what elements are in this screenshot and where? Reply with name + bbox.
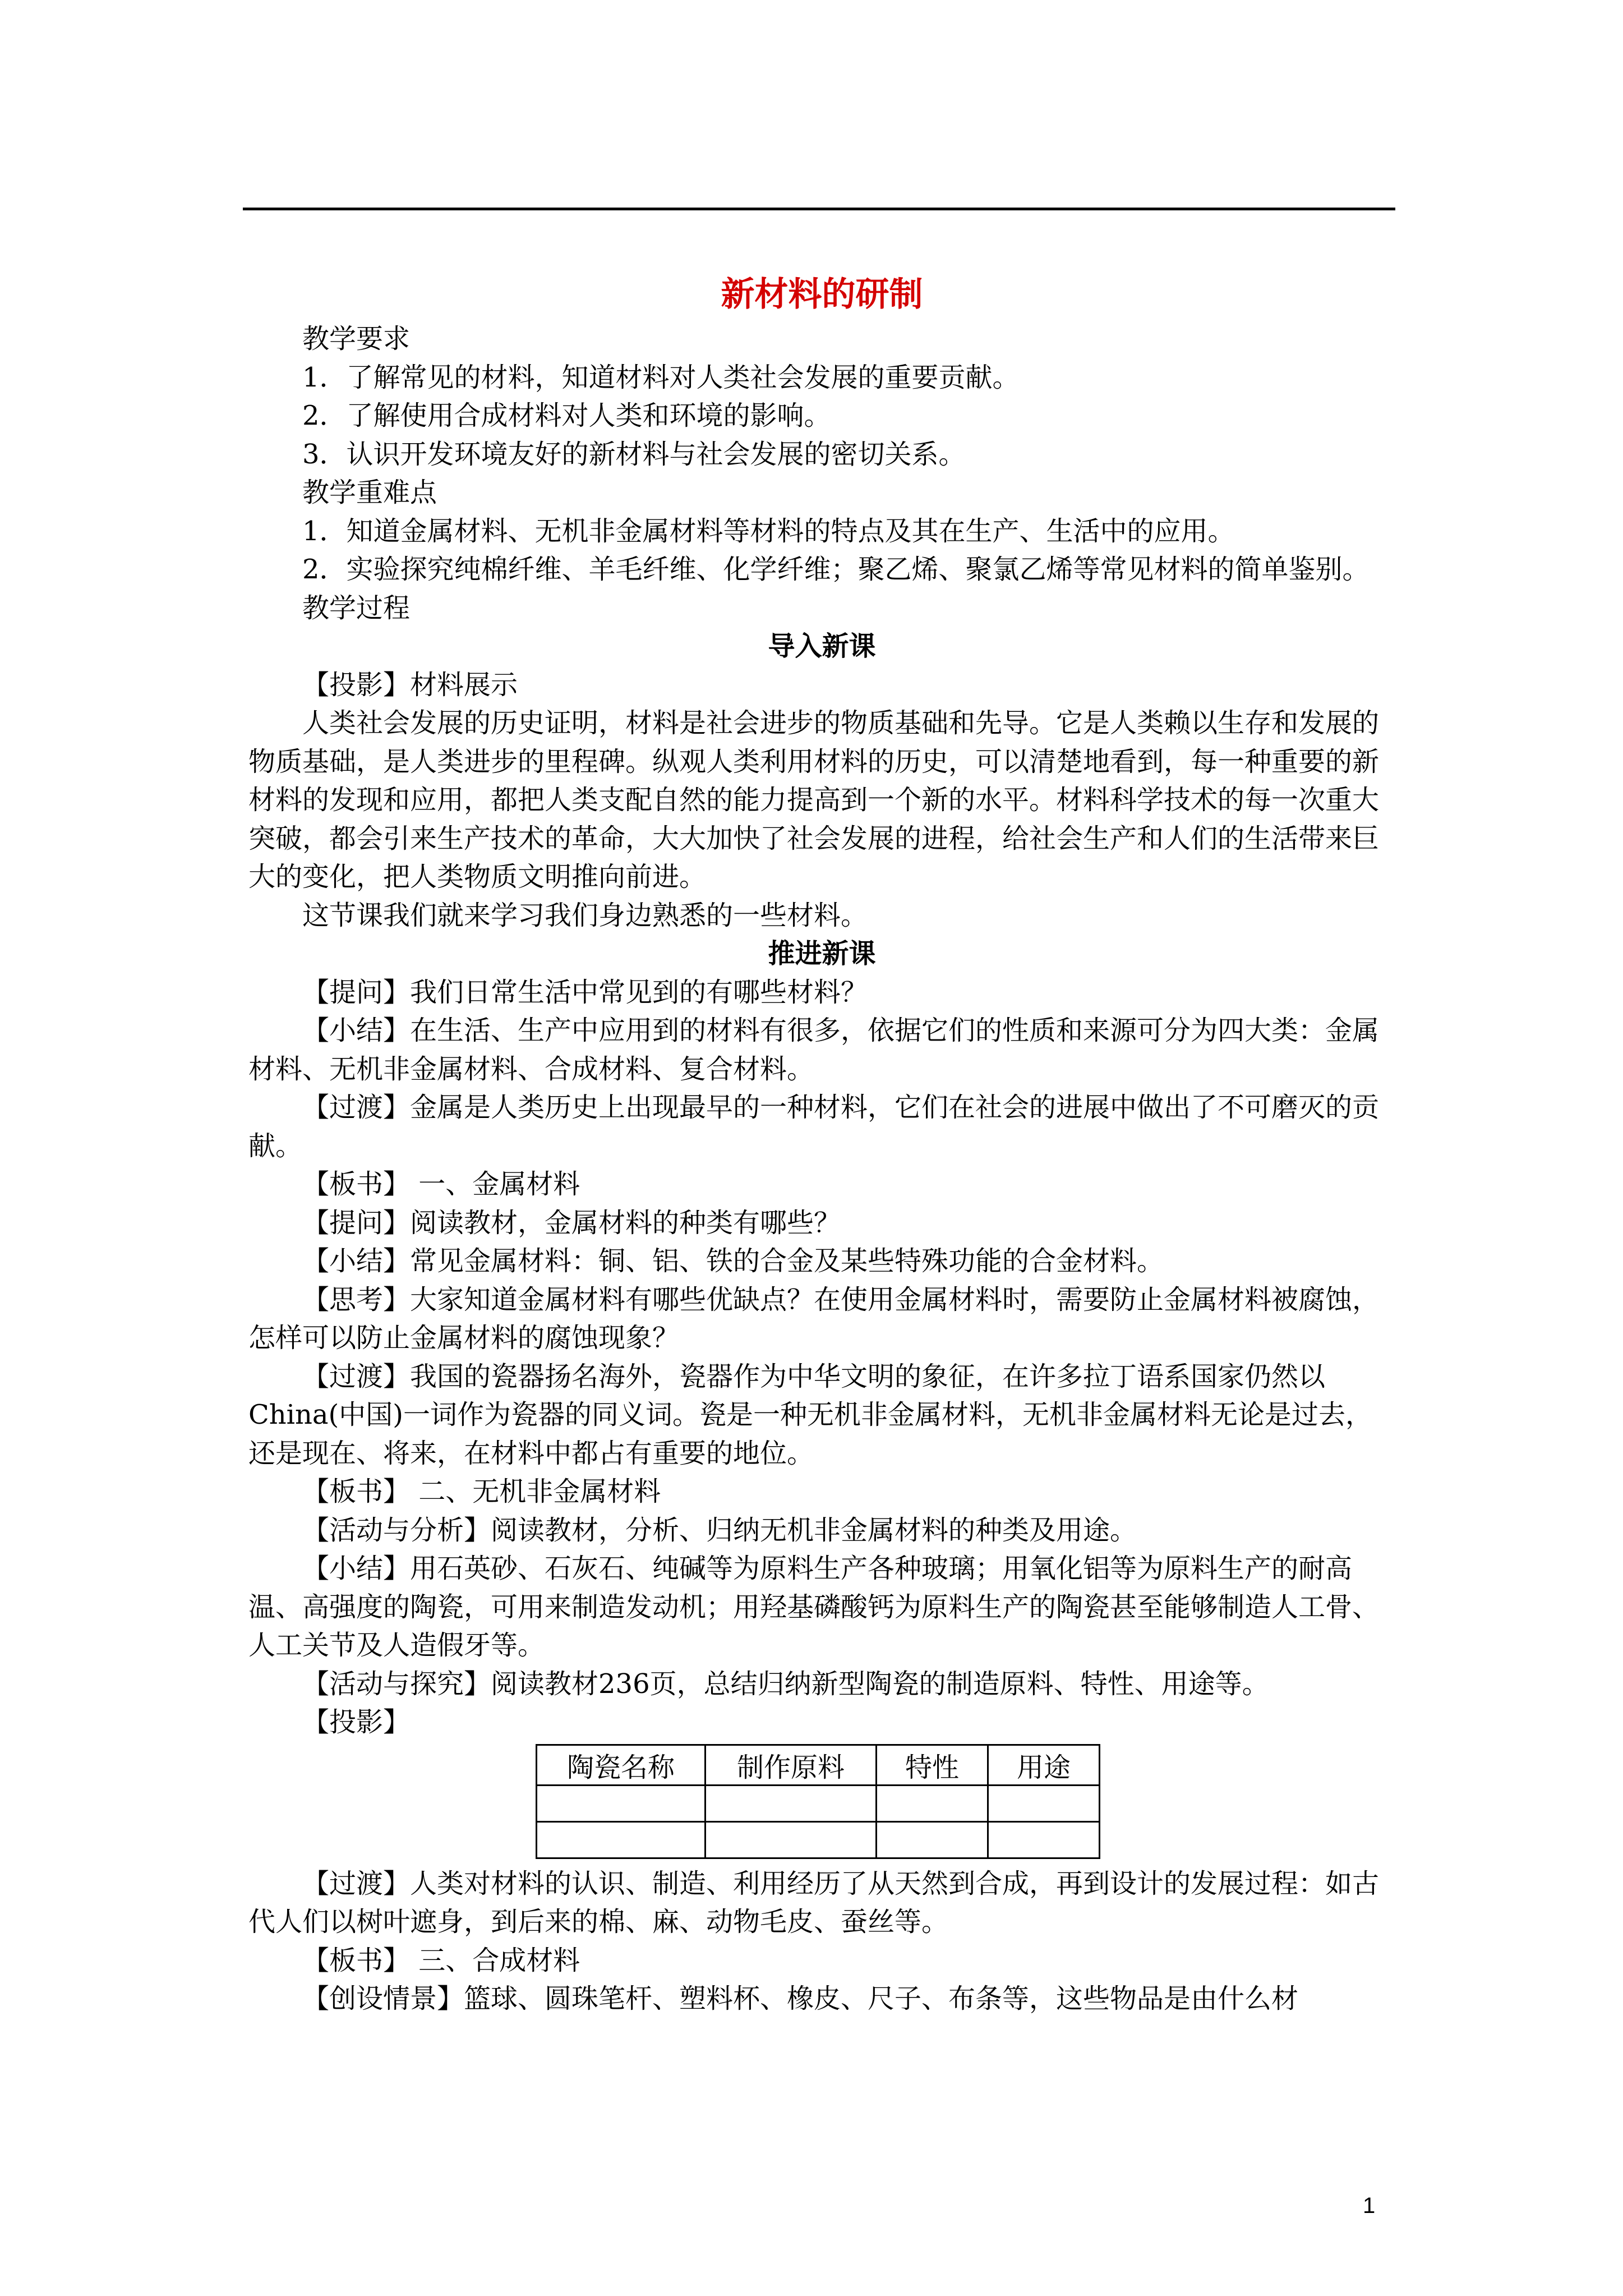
header-rule xyxy=(243,208,1395,210)
table-cell xyxy=(877,1785,988,1821)
table-cell xyxy=(537,1785,706,1821)
section-heading: 导入新课 xyxy=(768,631,876,662)
table-header-cell: 用途 xyxy=(988,1745,1100,1785)
paragraph: 教学过程 xyxy=(302,592,411,624)
paragraph: 1．了解常见的材料，知道材料对人类社会发展的重要贡献。 xyxy=(302,361,1020,393)
paragraph: 【过渡】我国的瓷器扬名海外，瓷器作为中华文明的象征，在许多拉丁语系国家仍然以China(中国)一词作为瓷器的同义词。瓷是一种无机非金属材料，无机非金属材料无论是过去，还是现在、将来，在材料中都占有重要的地位。 xyxy=(248,1360,1372,1469)
table-cell xyxy=(706,1785,877,1821)
paragraph: 教学要求 xyxy=(302,323,411,355)
paragraph: 3．认识开发环境友好的新材料与社会发展的密切关系。 xyxy=(302,438,966,470)
paragraph: 教学重难点 xyxy=(302,477,437,508)
ceramics-table xyxy=(536,1744,1100,1859)
paragraph: 【创设情景】篮球、圆珠笔杆、塑料杯、橡皮、尺子、布条等，这些物品是由什么材 xyxy=(302,1983,1299,2014)
table-row xyxy=(537,1785,1100,1821)
page-number: 1 xyxy=(1363,2193,1376,2218)
paragraph: 【小结】用石英砂、石灰石、纯碱等为原料生产各种玻璃；用氧化铝等为原料生产的耐高温、高强度的陶瓷，可用来制造发动机；用羟基磷酸钙为原料生产的陶瓷甚至能够制造人工骨、人工关节及人造假牙等。 xyxy=(248,1553,1380,1661)
table-cell xyxy=(537,1821,706,1858)
paragraph: 【活动与分析】阅读教材，分析、归纳无机非金属材料的种类及用途。 xyxy=(302,1514,1137,1546)
paragraph: 【提问】我们日常生活中常见到的有哪些材料？ xyxy=(302,976,868,1008)
table-row xyxy=(537,1821,1100,1858)
table-header-cell: 陶瓷名称 xyxy=(537,1745,706,1785)
paragraph: 【活动与探究】阅读教材236页，总结归纳新型陶瓷的制造原料、特性、用途等。 xyxy=(302,1668,1269,1700)
table-header-row xyxy=(537,1745,1100,1785)
paragraph: 【板书】 一、金属材料 xyxy=(302,1168,580,1200)
table-header-cell: 制作原料 xyxy=(706,1745,877,1785)
paragraph: 【小结】常见金属材料：铜、铝、铁的合金及某些特殊功能的合金材料。 xyxy=(302,1245,1164,1277)
paragraph: 【板书】 三、合成材料 xyxy=(302,1944,580,1976)
paragraph: 【过渡】人类对材料的认识、制造、利用经历了从天然到合成，再到设计的发展过程：如古代人们以树叶遮身，到后来的棉、麻、动物毛皮、蚕丝等。 xyxy=(248,1867,1380,1938)
table-header-cell: 特性 xyxy=(877,1745,988,1785)
paragraph: 1．知道金属材料、无机非金属材料等材料的特点及其在生产、生活中的应用。 xyxy=(302,515,1235,547)
paragraph: 2．了解使用合成材料对人类和环境的影响。 xyxy=(302,400,831,431)
table-cell xyxy=(877,1821,988,1858)
document-body xyxy=(248,269,1395,2018)
paragraph: 【小结】在生活、生产中应用到的材料有很多，依据它们的性质和来源可分为四大类：金属材料、无机非金属材料、合成材料、复合材料。 xyxy=(248,1015,1380,1085)
paragraph: 【思考】大家知道金属材料有哪些优缺点？在使用金属材料时，需要防止金属材料被腐蚀，怎样可以防止金属材料的腐蚀现象？ xyxy=(248,1283,1380,1354)
table-cell xyxy=(988,1821,1100,1858)
paragraph: 这节课我们就来学习我们身边熟悉的一些材料。 xyxy=(302,899,868,931)
paragraph: 【投影】 xyxy=(302,1706,411,1738)
paragraph: 【板书】 二、无机非金属材料 xyxy=(302,1476,661,1507)
table-cell xyxy=(988,1785,1100,1821)
document-title: 新材料的研制 xyxy=(721,275,923,314)
table-cell xyxy=(706,1821,877,1858)
paragraph: 【提问】阅读教材，金属材料的种类有哪些？ xyxy=(302,1207,841,1239)
paragraph: 人类社会发展的历史证明，材料是社会进步的物质基础和先导。它是人类赖以生存和发展的物质基础，是人类进步的里程碑。纵观人类利用材料的历史，可以清楚地看到，每一种重要的新材料的发现和应用，都把人类支配自然的能力提高到一个新的水平。材料科学技术的每一次重大突破，都会引来生产技术的革命，大大加快了社会发展的进程，给社会生产和人们的生活带来巨大的变化，把人类物质文明推向前进。 xyxy=(248,707,1380,892)
paragraph: 2．实验探究纯棉纤维、羊毛纤维、化学纤维；聚乙烯、聚氯乙烯等常见材料的简单鉴别。 xyxy=(302,554,1370,585)
section-heading: 推进新课 xyxy=(768,938,876,969)
paragraph: 【过渡】金属是人类历史上出现最早的一种材料，它们在社会的进展中做出了不可磨灭的贡献。 xyxy=(248,1092,1380,1162)
paragraph: 【投影】材料展示 xyxy=(302,669,518,701)
